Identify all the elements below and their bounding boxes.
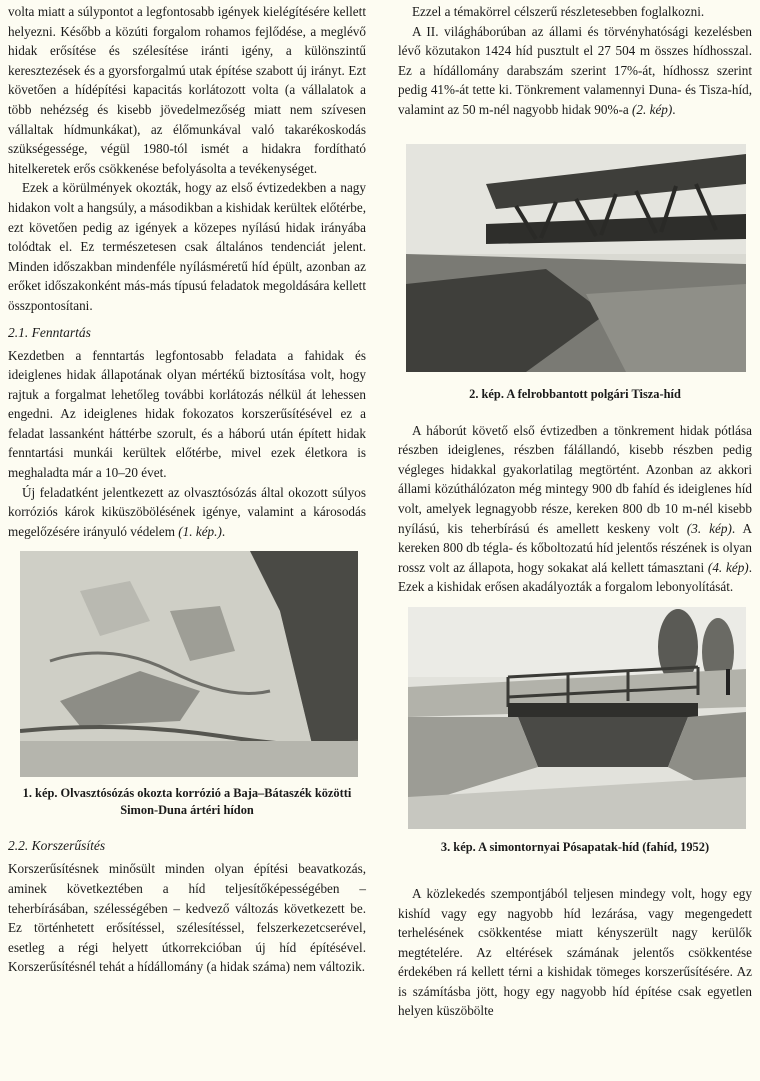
right-column: [398, 0, 752, 1021]
figure-caption: 2. kép. A felrobbantott polgári Tisza-híd: [469, 386, 681, 401]
paragraph-text: A II. világháborúban az állami és törvényhatósági kezelésben lévő közutakon 1424 híd pusztult el 27 504 m összes hídhosszal. Ez a hídállomány darabszám szerint 17%-át, hídhossz szerint pedig 41%-át tette ki. Tönkrement valamennyi Duna- és Tisza-híd, valamint az 50 m-nél nagyobb hidak 90%-a: [398, 23, 752, 117]
paragraph: Ezzel a témakörrel célszerű részletesebben foglalkozni.: [412, 4, 705, 19]
paragraph-text: A háborút követő első évtizedben a tönkrement hidak pótlása részben ideiglenes, részben fálállandó, kisebb részben pedig végleges hidakkal gyakorlatilag megtörtént. Azonban az akkori állami közúthálózaton még mintegy 900 db fahíd és ideiglenes híd volt, amelyek legnagyobb része, kereken 800 db 10 m-nél kisebb nyílású, kis teherbírású és amellett keskeny volt: [398, 422, 752, 536]
paragraph: [398, 22, 752, 120]
paragraph: [8, 483, 366, 542]
paragraph: Kezdetben a fenntartás legfontosabb feladata a fahidak és ideiglenes hidak állapotának olyan mértékű biztosítása volt, hogy rajtuk a forgalmat lehetőleg további korlátozás nélkül át lehessen engedni. Az ideiglenes hidak fokozatos korszerűsítésével ez a feladat lassanként háttérbe szorult, és a háború után épített hidak fenntartási munkái kerültek előtérbe, mivel ezek életkora is meghaladta már a 10–20 évet.: [8, 347, 366, 481]
photo-corroded-bridge: [20, 551, 358, 777]
section-heading: 2.2. Korszerűsítés: [8, 838, 106, 854]
figure-reference: (3. kép): [686, 520, 732, 536]
left-column: [8, 0, 366, 977]
figure-3: [398, 607, 752, 856]
paragraph: Korszerűsítésnek minősült minden olyan építési beavatkozás, aminek következtében a híd teljesítőképességében – teherbírásában, szélességében – kedvező változás következett be. Ez történhetett erősítéssel, szélesítéssel, felszerkezetcserével, esetleg a régi helyett útkorrekcióban új híd építésével. Korszerűsítésnél tehát a hídállomány (a hidak száma) nem változik.: [8, 861, 366, 975]
figure-reference: (1. kép.): [178, 523, 222, 539]
paragraph: Ezek a körülmények okozták, hogy az első évtizedekben a nagy hidakon volt a hangsúly, a másodikban a kishidak kerültek előtérbe, ezt követően pedig az igények a közepes nyílású hidak irányába tolódtak el. Ez természetesen csak általános tendenciát jelent. Minden időszakban mindenféle nyílásméretű híd épült, azonban az erőket időszakonként más-más típusú feladatok megoldására kellett összpontosítani.: [8, 180, 366, 313]
paragraph-text: .: [672, 101, 676, 117]
paragraph: [398, 421, 752, 597]
section-heading: 2.1. Fenntartás: [8, 324, 91, 340]
paragraph-text: .: [221, 523, 226, 539]
photo-posapatak-bridge: [408, 607, 746, 829]
paragraph-text: . Ezek a kishidak erősen akadályozták a forgalom lebonyolítását.: [398, 559, 752, 595]
figure-reference: (2. kép): [632, 101, 673, 117]
figure-caption: 3. kép. A simontornyai Pósapatak-híd (fahíd, 1952): [440, 839, 710, 854]
figure-2: [398, 144, 752, 403]
paragraph-text: . A kereken 800 db tégla- és kőboltozatú híd jelentős részének is olyan rossz volt az állapota, hogy sokakat alá kellett támasztani: [398, 520, 752, 575]
figure-caption: 1. kép. Olvasztósózás okozta korrózió a Baja–Bátaszék közötti Simon-Duna ártéri hídon: [22, 786, 352, 818]
figure-reference: (4. kép): [707, 559, 749, 575]
figure-1: [8, 551, 366, 819]
paragraph: A közlekedés szempontjából teljesen mindegy volt, hogy egy kishíd vagy egy nagyobb híd lezárása, vagy megengedett terhelésének csökkentése miatt kényszerült nagy kerülők megtételére. Az eltérések számának jelentős csökkentése érdekében rá kellett térni a kishidak tömeges korszerűsítésére. Az is számításba jött, hogy egy nagyobb híd építése csak egyetlen helyen küszöbölte: [398, 885, 752, 1019]
photo-destroyed-tisza-bridge: [406, 144, 746, 372]
paragraph-text: Új feladatként jelentkezett az olvasztósózás által okozott súlyos korróziós károk kiküszöbölésének igénye, valamint a károsodás megelőzésére irányuló védelem: [8, 484, 366, 539]
paragraph: volta miatt a súlypontot a legfontosabb igények kielégítésére kellett helyezni. Később a közúti forgalom rohamos fejlődése, a meglévő hidak erősítése és szélesítése iránti igény, a különszintű keresztezések és a gyorsforgalmú utak építése szabott új irányt. Ezt követően a hídépítési kapacitás korlátozott volta (a vállalatok a több nehézség és kisebb jövedelmezőség miatt nem szívesen vállaltak hídmunkákat), az élőmunkával való takarékoskodás szükségessége, végül 1980-tól ismét a hidakra fordítható hitelkeretek erős csökkenése befolyásolta a tevékenységet.: [8, 4, 366, 176]
